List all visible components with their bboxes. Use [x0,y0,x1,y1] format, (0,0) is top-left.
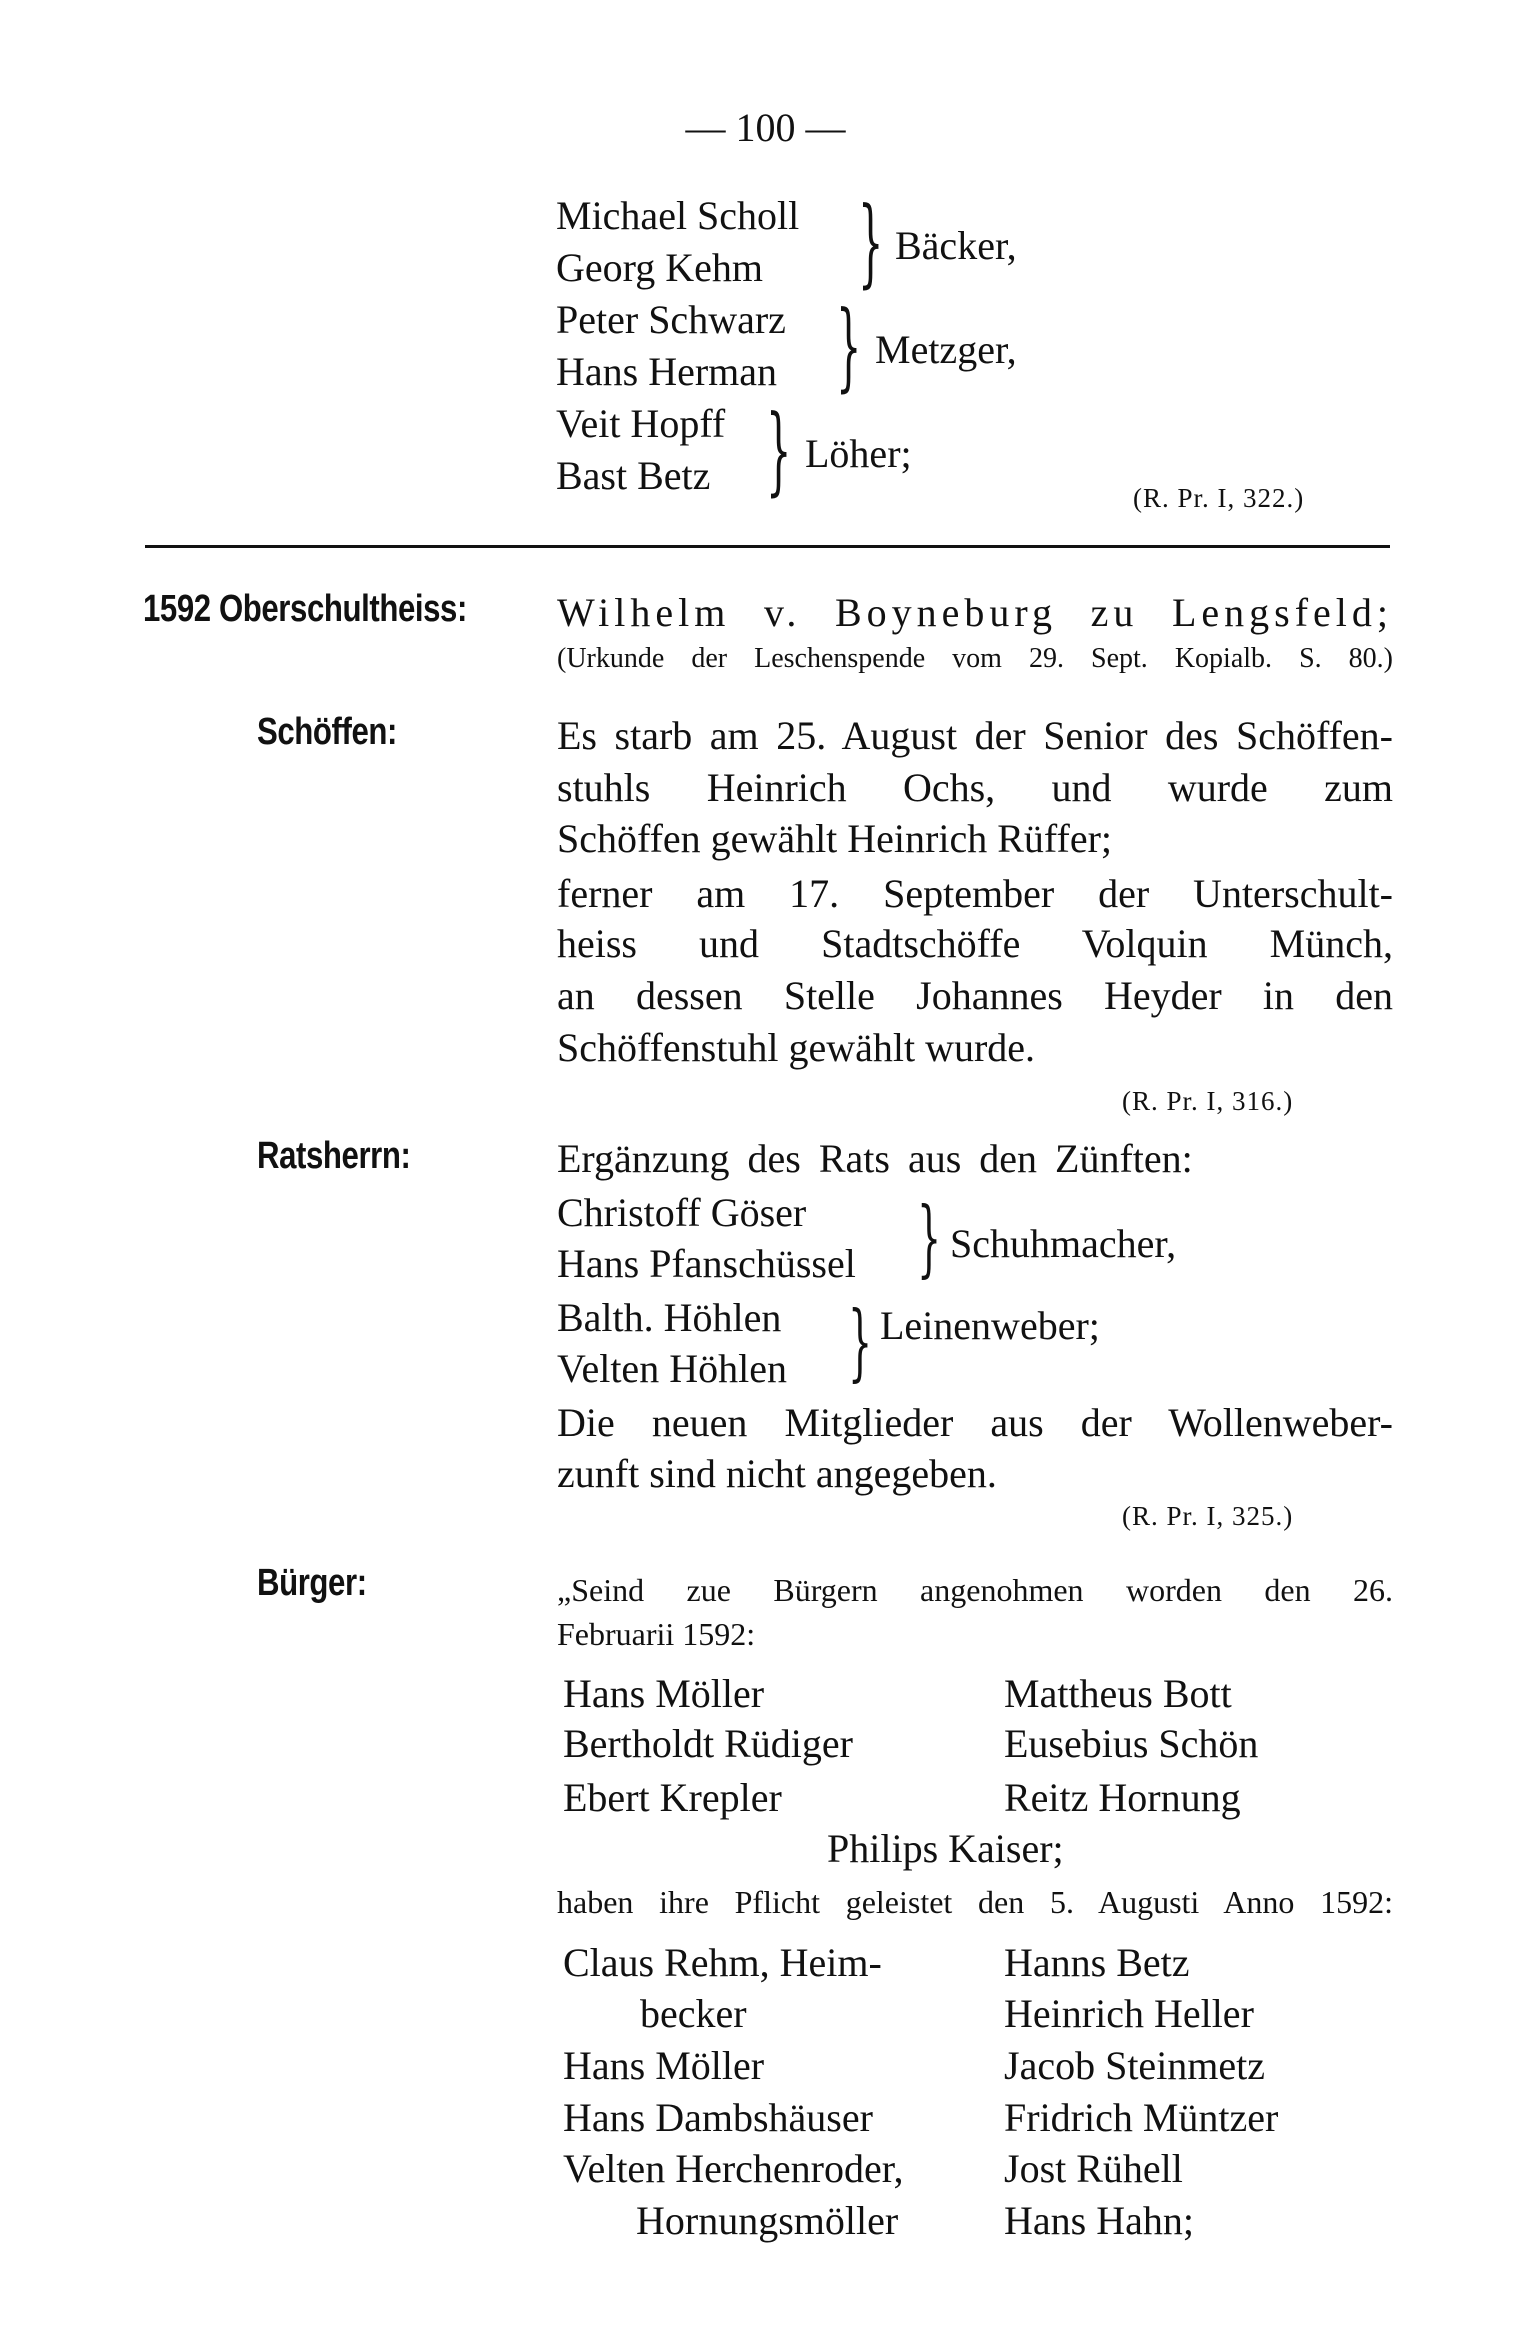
note-line: zunft sind nicht angegeben. [557,1451,997,1496]
year: 1592 [143,588,211,630]
section-label: Schöffen: [257,711,397,753]
name: Hans Herman [556,349,778,394]
intro-line: Februarii 1592: [557,1616,756,1652]
name: Michael Scholl [556,193,800,238]
list-item: Reitz Hornung [1004,1775,1241,1820]
horizontal-rule [145,545,1390,548]
section-label: Ratsherrn: [257,1135,411,1177]
paragraph-line: ferner am 17. September der Unterschult- [557,871,1393,916]
page-number: — 100 — [685,105,846,150]
oberschultheiss-text: Wilhelm v. Boyneburg zu Lengsfeld; [557,590,1393,635]
list-item: Heinrich Heller [1004,1991,1254,2036]
list-item: Hornungsmöller [636,2198,899,2243]
trade: Leinenweber; [880,1303,1100,1348]
trade: Bäcker, [895,223,1017,268]
list-item: Hans Möller [563,2043,765,2088]
brace-icon: } [848,1293,873,1391]
paragraph-line: Schöffen gewählt Heinrich Rüffer; [557,816,1113,861]
name: Hans Pfanschüssel [557,1241,856,1286]
paragraph-line: Schöffenstuhl gewählt wurde. [557,1025,1036,1070]
list-item: Eusebius Schön [1004,1721,1259,1766]
trade: Schuhmacher, [950,1221,1177,1266]
name: Balth. Höhlen [557,1295,782,1340]
list-item: Ebert Krepler [563,1775,782,1820]
name: Peter Schwarz [556,297,786,342]
brace-icon: } [836,292,862,404]
paragraph-line: Es starb am 25. August der Senior des Schöffen- [557,713,1393,758]
list-item: Jost Rühell [1004,2146,1183,2191]
list-item: Velten Herchenroder, [563,2146,904,2191]
section-label: Oberschultheiss: [218,588,467,630]
list-item: Hanns Betz [1004,1940,1190,1985]
trade: Metzger, [875,327,1017,372]
list-item: Hans Dambshäuser [563,2095,873,2140]
trade: Löher; [805,431,912,476]
paragraph-line: heiss und Stadtschöffe Volquin Münch, [557,921,1393,966]
section-label: Bürger: [257,1562,367,1604]
intro-line: haben ihre Pflicht geleistet den 5. Augusti Anno 1592: [557,1884,1393,1920]
list-item: Bertholdt Rüdiger [563,1721,853,1766]
year-label [143,590,467,628]
list-item-centered: Philips Kaiser; [827,1826,1064,1871]
reference: (R. Pr. I, 322.) [1133,483,1305,513]
list-item: Hans Möller [563,1671,765,1716]
brace-icon: } [766,396,792,508]
paragraph-line: stuhls Heinrich Ochs, und wurde zum [557,765,1393,810]
name: Velten Höhlen [557,1346,787,1391]
brace-icon: } [917,1189,942,1287]
reference: (R. Pr. I, 325.) [1122,1501,1294,1531]
list-item: Jacob Steinmetz [1004,2043,1266,2088]
name: Georg Kehm [556,245,763,290]
note-line: Die neuen Mitglieder aus der Wollenweber- [557,1400,1393,1445]
name: Christoff Göser [557,1190,807,1235]
reference: (R. Pr. I, 316.) [1122,1086,1294,1116]
brace-icon: } [858,188,884,300]
list-item: Mattheus Bott [1004,1671,1232,1716]
intro-line: Ergänzung des Rats aus den Zünften: [557,1136,1193,1181]
list-item: Hans Hahn; [1004,2198,1194,2243]
intro-line: „Seind zue Bürgern angenohmen worden den 26. [557,1572,1393,1608]
name: Veit Hopff [556,401,726,446]
paragraph-line: an dessen Stelle Johannes Heyder in den [557,973,1393,1018]
list-item: Fridrich Müntzer [1004,2095,1279,2140]
list-item: becker [640,1991,747,2036]
list-item: Claus Rehm, Heim- [563,1940,882,1985]
name: Bast Betz [556,453,711,498]
source-note: (Urkunde der Leschenspende vom 29. Sept. Kopialb. S. 80.) [557,643,1393,674]
